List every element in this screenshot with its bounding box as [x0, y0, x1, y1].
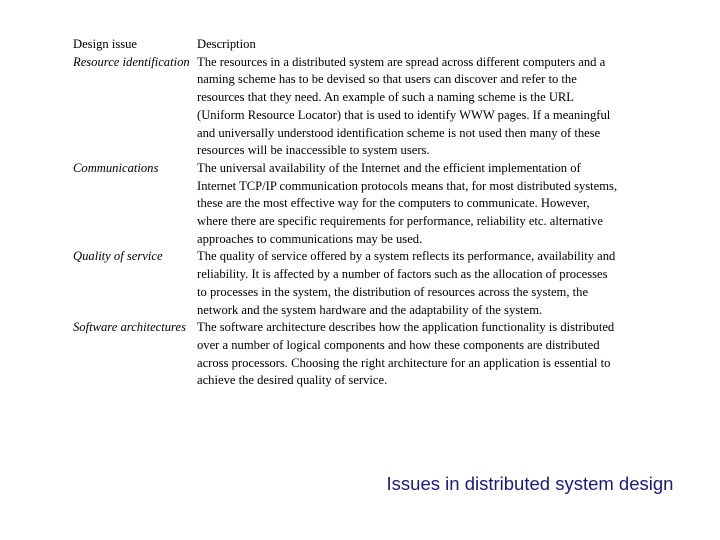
header-description: Description [197, 37, 256, 51]
issue-name: Quality of service [73, 249, 163, 264]
issue-name: Software architectures [73, 320, 186, 335]
issue-name: Communications [73, 160, 159, 175]
design-issues-table [73, 36, 618, 390]
issue-description: The universal availability of the Internet and the efficient implementation of Internet TCP/IP communication protocols means that, for most distributed systems, these are the most effective way for the computers to communicate. However, where there are specific requirements for performance, reliability etc. alternative approaches to communications may be used. [197, 160, 618, 246]
issue-name: Resource identification [73, 54, 190, 69]
slide-caption: Issues in distributed system design [386, 473, 674, 494]
table-row [73, 160, 618, 249]
table-row [73, 319, 618, 390]
table-row [73, 248, 618, 319]
table-row [73, 54, 618, 160]
table-header-row [73, 36, 618, 54]
issue-description: The resources in a distributed system are spread across different computers and a naming scheme has to be devised so that users can discover and refer to the resources that they need. An example of such a naming scheme is the URL (Uniform Resource Locator) that is used to identify WWW pages. If a meaningful and universally understood identification scheme is not used then many of these resources will be inaccessible to system users. [197, 54, 611, 158]
header-design-issue: Design issue [73, 37, 138, 51]
issue-description: The software architecture describes how the application functionality is distributed over a number of logical components and how these components are distributed across processors. Choosing the right architecture for an application is essential to achieve the desired quality of service. [197, 320, 615, 388]
issue-description: The quality of service offered by a system reflects its performance, availability and reliability. It is affected by a number of factors such as the allocation of processes to processes in the system, the distribution of resources across the system, the network and the system hardware and the adaptability of the system. [197, 249, 616, 317]
